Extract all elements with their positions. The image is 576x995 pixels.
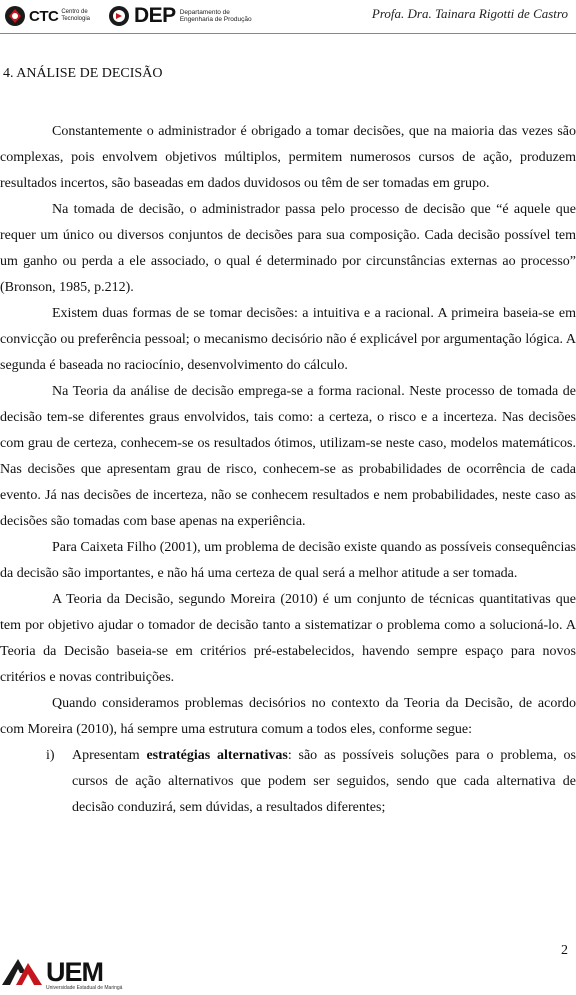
dep-logo xyxy=(108,4,252,28)
uem-logo-name: UEM xyxy=(46,956,103,987)
uem-logo-mark-icon xyxy=(0,955,44,989)
dep-logo-subtitle xyxy=(180,9,252,23)
uem-logo xyxy=(0,952,123,992)
ctc-logo-mark-icon xyxy=(4,5,26,27)
list-item-prefix: Apresentam xyxy=(72,748,147,763)
paragraph: Existem duas formas de se tomar decisões: a intuitiva e a racional. A primeira baseia-se em convicção ou preferência pessoal; o mecanismo decisório não é explicável por argumentação lógica. A segunda é baseada no raciocínio, desenvolvimento do cálculo. xyxy=(0,306,576,373)
paragraph: Quando consideramos problemas decisórios no contexto da Teoria da Decisão, de acordo com Moreira (2010), há sempre uma estrutura comum a todos eles, conforme segue: xyxy=(0,696,576,737)
paragraph: Para Caixeta Filho (2001), um problema de decisão existe quando as possíveis consequências da decisão são importantes, e não há uma certeza de qual será a melhor atitude a ser tomada. xyxy=(0,540,576,581)
ctc-subtitle-line2: Tecnologia xyxy=(61,16,91,22)
section-title: 4. ANÁLISE DE DECISÃO xyxy=(3,66,163,81)
header-divider xyxy=(0,33,576,34)
ctc-logo-name: CTC xyxy=(29,7,59,25)
page-header xyxy=(0,0,576,34)
list-marker: i) xyxy=(46,748,55,763)
dep-logo-name: DEP xyxy=(134,4,176,27)
page-number: 2 xyxy=(561,943,568,958)
ctc-logo-subtitle xyxy=(61,9,90,23)
ctc-logo xyxy=(4,4,90,28)
ctc-subtitle-line1: Centro de xyxy=(61,9,88,15)
list-item-text: : são as possíveis soluções para o problema, os cursos de ação alternativos que podem ser seguidos, sendo que cada alternativa de decisão conduzirá, sem dúvidas, a resultados diferentes; xyxy=(72,748,576,815)
dep-subtitle-line1: Departamento de xyxy=(179,9,230,16)
paragraph: A Teoria da Decisão, segundo Moreira (2010) é um conjunto de técnicas quantitativas que tem por objetivo ajudar o tomador de decisão tanto a sistematizar o problema como a solucioná-lo. A Teoria da Decisão baseia-se em critérios pré-estabelecidos, havendo sempre espaço para novos critérios e novas contribuições. xyxy=(0,592,576,685)
list-item-bold-term: estratégias alternativas xyxy=(146,748,288,763)
paragraph: Na tomada de decisão, o administrador passa pelo processo de decisão que “é aquele que requer um único ou diversos conjuntos de decisões para sua composição. Cada decisão possível tem um ganho ou perda a ele associado, o qual é determinado por circunstâncias externas ao processo” (Bronson, 1985, p.212). xyxy=(0,202,576,295)
dep-logo-mark-icon xyxy=(108,5,130,27)
document-body xyxy=(0,119,576,821)
list-item xyxy=(0,743,576,821)
author-name: Profa. Dra. Tainara Rigotti de Castro xyxy=(371,6,568,21)
paragraph: Na Teoria da análise de decisão emprega-se a forma racional. Neste processo de tomada de decisão tem-se diferentes graus envolvidos, tais como: a certeza, o risco e a incerteza. Nas decisões com grau de certeza, conhecem-se os resultados ótimos, utilizam-se neste caso, modelos matemáticos. Nas decisões que apresentam grau de risco, conhecem-se as probabilidades de ocorrência de cada evento. Já nas decisões de incerteza, não se conhecem resultados e nem probabilidades, neste caso as decisões são tomadas com base apenas na experiência. xyxy=(0,384,576,529)
dep-subtitle-line2: Engenharia de Produção xyxy=(179,16,252,23)
uem-logo-subtitle: Universidade Estadual de Maringá xyxy=(46,985,123,991)
paragraph: Constantemente o administrador é obrigado a tomar decisões, que na maioria das vezes são complexas, pois envolvem objetivos múltiplos, permitem numerosos cursos de ação, produzem resultados incertos, são baseadas em dados duvidosos ou têm de ser tomadas em grupo. xyxy=(0,124,576,191)
